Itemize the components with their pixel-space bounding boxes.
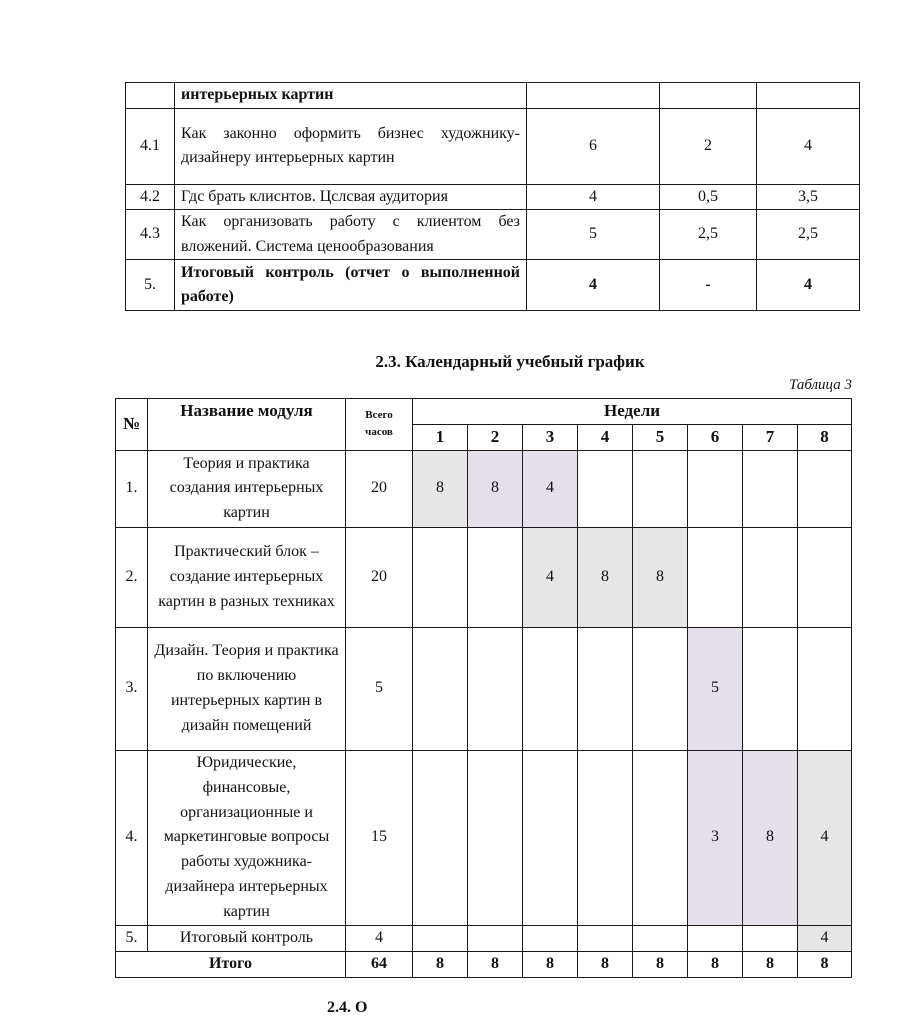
week-hours-cell — [413, 627, 468, 750]
table-row — [116, 450, 852, 527]
week-hours-cell — [633, 750, 688, 925]
week-hours-cell: 5 — [688, 627, 743, 750]
theory-hours: 2,5 — [660, 210, 757, 260]
week-total-cell: 8 — [743, 951, 798, 977]
total-hours: 20 — [346, 527, 413, 627]
total-hours: 64 — [346, 951, 413, 977]
row-number: 4.2 — [126, 184, 175, 210]
week-hours-cell: 8 — [468, 450, 523, 527]
week-number-header: 2 — [468, 424, 523, 450]
week-number-header: 8 — [798, 424, 852, 450]
row-number: 2. — [116, 527, 148, 627]
week-number-header: 1 — [413, 424, 468, 450]
week-total-cell: 8 — [688, 951, 743, 977]
week-total-cell: 8 — [578, 951, 633, 977]
row-number: 5. — [126, 260, 175, 311]
week-number-header: 5 — [633, 424, 688, 450]
week-hours-cell — [523, 627, 578, 750]
topic-title: Как организовать работу с клиентом без вложений. Система ценообразования — [175, 210, 527, 260]
hours-header-line1: Всего — [365, 409, 393, 422]
total-hours — [527, 83, 660, 109]
week-hours-cell — [798, 450, 852, 527]
module-name: Юридические, финансовые, организационные и маркетинговые вопросы работы художника-дизайнера интерьерных картин — [148, 750, 346, 925]
week-hours-cell — [413, 925, 468, 951]
total-label: Итого — [116, 951, 346, 977]
week-hours-cell — [413, 750, 468, 925]
week-hours-cell — [523, 925, 578, 951]
module-name: Дизайн. Теория и практика по включению интерьерных картин в дизайн помещений — [148, 627, 346, 750]
topic-title: Гдс брать клиснтов. Цслсвая аудитория — [175, 184, 527, 210]
theory-hours: 0,5 — [660, 184, 757, 210]
week-number-header: 3 — [523, 424, 578, 450]
topic-title: интерьерных картин — [175, 83, 527, 109]
week-hours-cell — [743, 527, 798, 627]
week-hours-cell — [743, 627, 798, 750]
table-row — [116, 627, 852, 750]
table-row — [126, 260, 860, 311]
module-name: Практический блок – создание интерьерных картин в разных техниках — [148, 527, 346, 627]
week-hours-cell — [468, 925, 523, 951]
week-number-header: 4 — [578, 424, 633, 450]
week-hours-cell: 4 — [798, 925, 852, 951]
total-hours: 4 — [527, 184, 660, 210]
practice-hours: 2,5 — [757, 210, 860, 260]
topic-title: Итоговый контроль (отчет о выполненной работе) — [175, 260, 527, 311]
total-hours: 4 — [346, 925, 413, 951]
table-row — [126, 210, 860, 260]
row-number: 5. — [116, 925, 148, 951]
week-hours-cell: 4 — [523, 450, 578, 527]
week-hours-cell: 8 — [413, 450, 468, 527]
topic-title: Как законно оформить бизнес художнику-дизайнеру интерьерных картин — [175, 108, 527, 184]
week-hours-cell — [743, 925, 798, 951]
total-hours: 5 — [527, 210, 660, 260]
module-header: Название модуля — [148, 399, 346, 451]
hours-header-line2: часов — [365, 426, 393, 439]
calendar-schedule-table — [115, 398, 852, 978]
table-row — [116, 527, 852, 627]
week-hours-cell: 8 — [743, 750, 798, 925]
total-hours: 6 — [527, 108, 660, 184]
week-hours-cell — [798, 627, 852, 750]
table-row — [116, 750, 852, 925]
module-name: Теория и практика создания интерьерных картин — [148, 450, 346, 527]
week-total-cell: 8 — [633, 951, 688, 977]
weeks-header: Недели — [413, 399, 852, 425]
week-total-cell: 8 — [523, 951, 578, 977]
week-hours-cell — [743, 450, 798, 527]
week-hours-cell: 8 — [578, 527, 633, 627]
header-row — [116, 399, 852, 425]
week-hours-cell — [688, 527, 743, 627]
week-hours-cell — [688, 925, 743, 951]
week-total-cell: 8 — [468, 951, 523, 977]
week-hours-cell: 3 — [688, 750, 743, 925]
total-hours: 20 — [346, 450, 413, 527]
table-row — [116, 925, 852, 951]
week-hours-cell — [523, 750, 578, 925]
week-total-cell: 8 — [413, 951, 468, 977]
theory-hours: 2 — [660, 108, 757, 184]
week-hours-cell: 4 — [798, 750, 852, 925]
row-number: 4.1 — [126, 108, 175, 184]
hours-header — [346, 399, 413, 451]
week-hours-cell — [578, 450, 633, 527]
total-hours: 4 — [527, 260, 660, 311]
week-hours-cell — [578, 750, 633, 925]
theory-hours — [660, 83, 757, 109]
practice-hours: 4 — [757, 260, 860, 311]
week-hours-cell — [633, 450, 688, 527]
theory-hours: - — [660, 260, 757, 311]
week-total-cell: 8 — [798, 951, 852, 977]
week-hours-cell — [633, 627, 688, 750]
row-number: 3. — [116, 627, 148, 750]
module-name: Итоговый контроль — [148, 925, 346, 951]
week-hours-cell — [468, 627, 523, 750]
next-section-title-partial: 2.4. О — [327, 999, 368, 1016]
week-hours-cell — [468, 527, 523, 627]
row-number: 1. — [116, 450, 148, 527]
week-hours-cell: 4 — [523, 527, 578, 627]
week-hours-cell — [798, 527, 852, 627]
table-label: Таблица 3 — [789, 377, 852, 393]
number-header: № — [116, 399, 148, 451]
week-hours-cell — [578, 925, 633, 951]
table-row — [126, 83, 860, 109]
week-number-header: 6 — [688, 424, 743, 450]
row-number: 4. — [116, 750, 148, 925]
thematic-plan-table-continued — [125, 82, 860, 311]
table-row — [126, 108, 860, 184]
table-row — [126, 184, 860, 210]
practice-hours — [757, 83, 860, 109]
section-title: 2.3. Календарный учебный график — [375, 352, 645, 371]
week-hours-cell — [578, 627, 633, 750]
week-hours-cell — [688, 450, 743, 527]
total-hours: 5 — [346, 627, 413, 750]
row-number: 4.3 — [126, 210, 175, 260]
week-hours-cell — [413, 527, 468, 627]
total-hours: 15 — [346, 750, 413, 925]
practice-hours: 4 — [757, 108, 860, 184]
week-hours-cell — [633, 925, 688, 951]
week-hours-cell: 8 — [633, 527, 688, 627]
total-row — [116, 951, 852, 977]
week-number-header: 7 — [743, 424, 798, 450]
practice-hours: 3,5 — [757, 184, 860, 210]
row-number — [126, 83, 175, 109]
week-hours-cell — [468, 750, 523, 925]
